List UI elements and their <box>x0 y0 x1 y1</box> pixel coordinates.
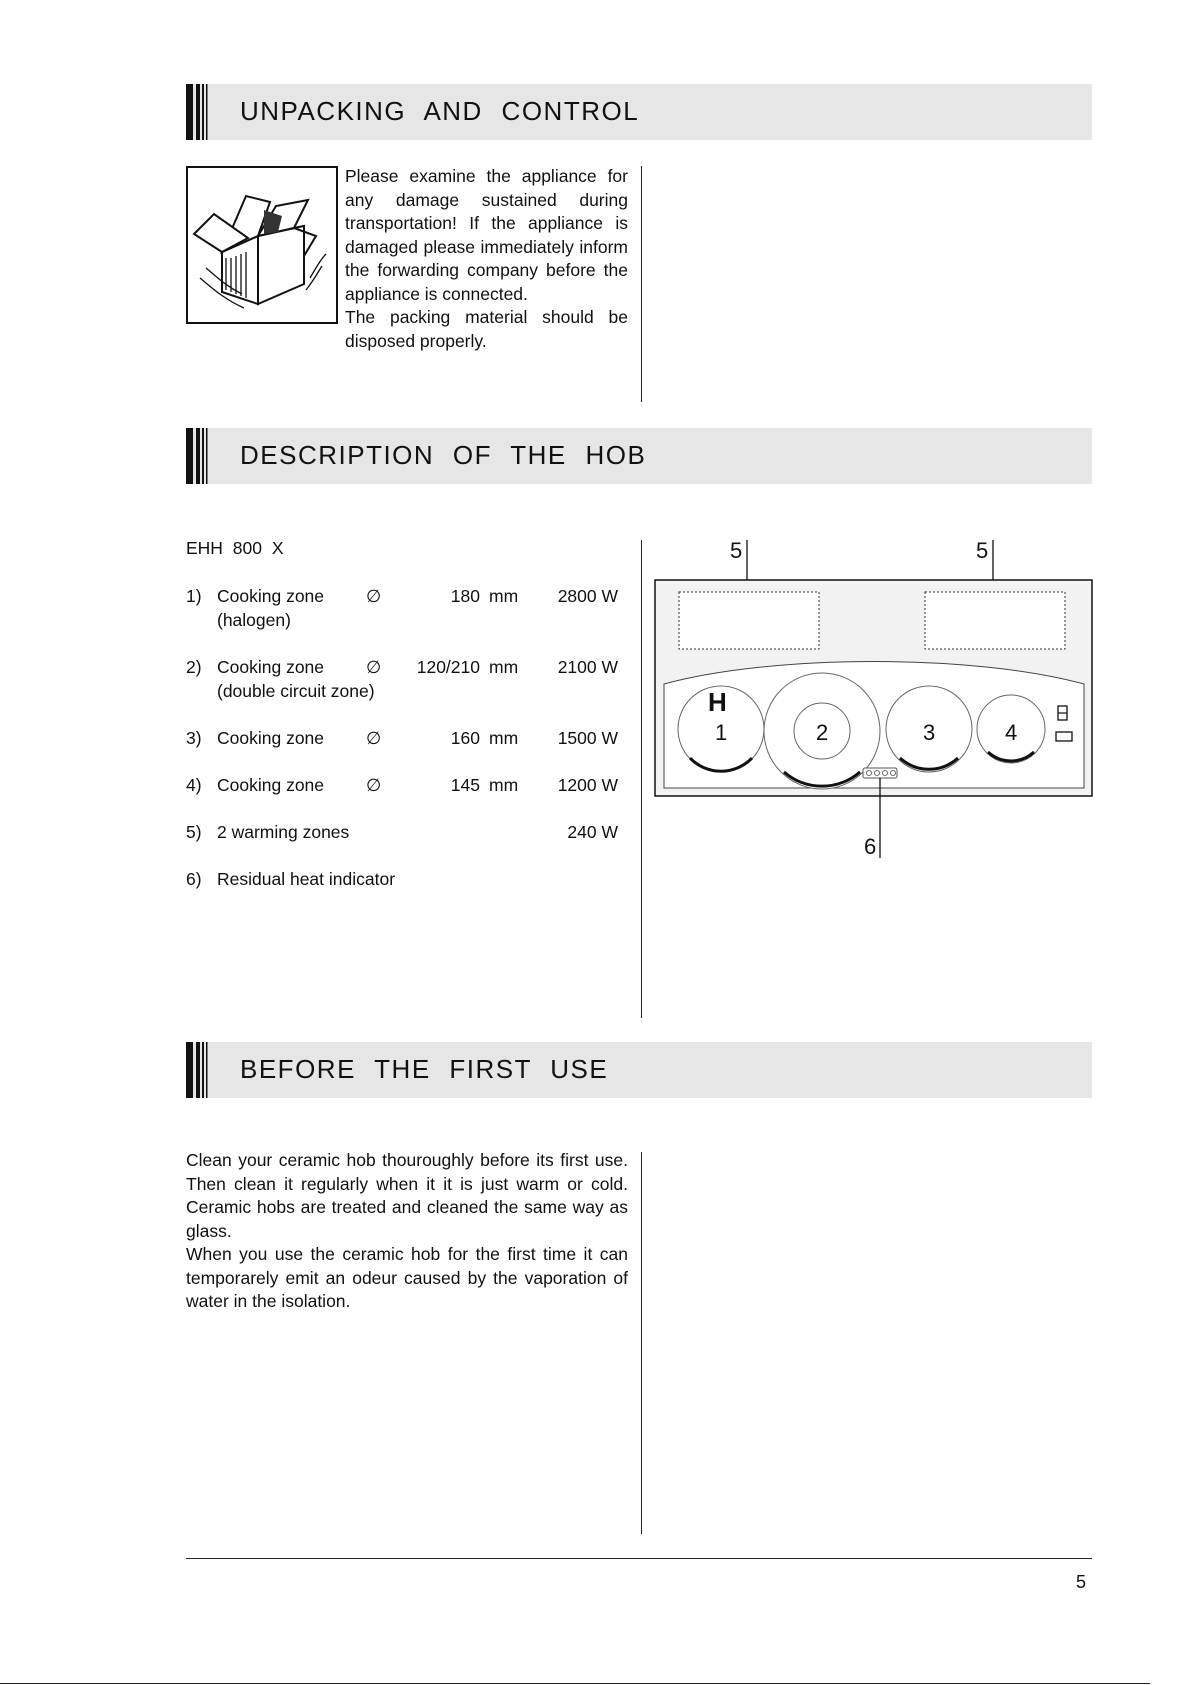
section-title: DESCRIPTION OF THE HOB <box>240 440 647 470</box>
diameter-icon: ∅ <box>366 586 382 606</box>
open-box-illustration <box>186 166 338 324</box>
diameter-icon: ∅ <box>366 657 382 677</box>
zone-label: 3 <box>923 720 936 745</box>
callout-label: 5 <box>976 538 989 563</box>
zone-label: 1 <box>715 720 728 745</box>
callout-label: 5 <box>730 538 743 563</box>
page-edge-rule <box>0 1683 1150 1684</box>
column-divider <box>641 540 642 1018</box>
header-bars-icon <box>186 428 210 484</box>
unpacking-paragraph-1: Please examine the appliance for any damage sustained during transportation! If the appliance is damaged please immediately inform the forwarding company before the appliance is connected. <box>345 166 628 304</box>
warming-zone-left <box>679 592 819 649</box>
column-divider <box>641 1152 642 1534</box>
zone-label: 4 <box>1005 720 1018 745</box>
section-title: UNPACKING AND CONTROL <box>240 96 640 126</box>
footer-rule <box>186 1558 1092 1559</box>
header-bars-icon <box>186 1042 210 1098</box>
page-number: 5 <box>1076 1572 1087 1592</box>
residual-heat-indicator <box>863 768 897 778</box>
model-number: EHH 800 X <box>186 538 284 558</box>
zone-label: 2 <box>816 720 829 745</box>
warming-zone-right <box>925 592 1065 649</box>
first-use-paragraph-1: Clean your ceramic hob thouroughly before its first use. Then clean it regularly when it it is just warm or cold. Ceramic hobs are treated and cleaned the same way as glass. <box>186 1150 628 1241</box>
section-header-first-use <box>186 1042 1092 1098</box>
header-bars-icon <box>186 84 210 140</box>
unpacking-paragraph-2: The packing material should be disposed properly. <box>345 307 628 351</box>
callout-label: 6 <box>864 834 877 859</box>
halogen-mark: H <box>708 687 727 717</box>
unpacking-text <box>345 165 628 353</box>
first-use-text <box>186 1149 628 1314</box>
diameter-icon: ∅ <box>366 775 382 795</box>
section-header-unpacking <box>186 84 1092 140</box>
diameter-icon: ∅ <box>366 728 382 748</box>
warming-control-icon <box>1056 732 1072 741</box>
first-use-paragraph-2: When you use the ceramic hob for the first time it can temporarely emit an odeur caused by the vaporation of water in the isolation. <box>186 1244 628 1311</box>
hob-diagram <box>654 536 1094 860</box>
section-title: BEFORE THE FIRST USE <box>240 1054 609 1084</box>
section-header-description <box>186 428 1092 484</box>
column-divider <box>641 166 642 402</box>
